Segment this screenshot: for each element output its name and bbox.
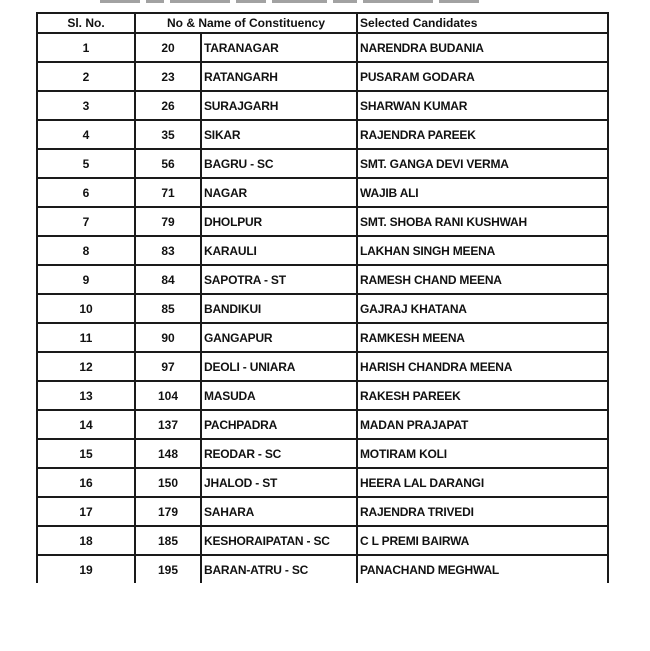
serial-number-cell: 8 xyxy=(37,236,135,265)
constituency-number-cell: 20 xyxy=(135,33,201,62)
constituency-number-cell: 179 xyxy=(135,497,201,526)
table-row xyxy=(37,439,608,468)
serial-number-cell: 3 xyxy=(37,91,135,120)
constituency-number-cell: 84 xyxy=(135,265,201,294)
constituency-name-cell: SAPOTRA - ST xyxy=(201,265,357,294)
constituency-name-cell: NAGAR xyxy=(201,178,357,207)
constituency-number-cell: 83 xyxy=(135,236,201,265)
candidate-name-cell: RAMESH CHAND MEENA xyxy=(357,265,608,294)
constituency-name-cell: SURAJGARH xyxy=(201,91,357,120)
table-row xyxy=(37,526,608,555)
candidate-name-cell: RAJENDRA TRIVEDI xyxy=(357,497,608,526)
serial-number-cell: 9 xyxy=(37,265,135,294)
serial-number-cell: 13 xyxy=(37,381,135,410)
serial-number-cell: 19 xyxy=(37,555,135,583)
serial-number-cell: 6 xyxy=(37,178,135,207)
table-header-row xyxy=(37,13,608,33)
serial-number-cell: 2 xyxy=(37,62,135,91)
constituency-number-cell: 56 xyxy=(135,149,201,178)
constituency-number-cell: 79 xyxy=(135,207,201,236)
candidate-name-cell: SMT. GANGA DEVI VERMA xyxy=(357,149,608,178)
constituency-number-cell: 104 xyxy=(135,381,201,410)
candidate-name-cell: SMT. SHOBA RANI KUSHWAH xyxy=(357,207,608,236)
constituency-name-cell: DEOLI - UNIARA xyxy=(201,352,357,381)
constituency-name-cell: DHOLPUR xyxy=(201,207,357,236)
serial-number-cell: 11 xyxy=(37,323,135,352)
constituency-name-cell: SAHARA xyxy=(201,497,357,526)
serial-number-cell: 4 xyxy=(37,120,135,149)
candidate-name-cell: MADAN PRAJAPAT xyxy=(357,410,608,439)
constituency-number-cell: 71 xyxy=(135,178,201,207)
table-row xyxy=(37,497,608,526)
table-row xyxy=(37,323,608,352)
table-row xyxy=(37,149,608,178)
constituency-name-cell: BANDIKUI xyxy=(201,294,357,323)
candidate-name-cell: PANACHAND MEGHWAL xyxy=(357,555,608,583)
constituency-number-cell: 26 xyxy=(135,91,201,120)
constituency-name-cell: MASUDA xyxy=(201,381,357,410)
table-row xyxy=(37,91,608,120)
table-row xyxy=(37,207,608,236)
candidate-name-cell: MOTIRAM KOLI xyxy=(357,439,608,468)
table-row xyxy=(37,468,608,497)
constituency-number-cell: 97 xyxy=(135,352,201,381)
constituency-name-cell: JHALOD - ST xyxy=(201,468,357,497)
candidate-name-cell: C L PREMI BAIRWA xyxy=(357,526,608,555)
header-sl-no: Sl. No. xyxy=(37,13,135,33)
constituency-number-cell: 185 xyxy=(135,526,201,555)
constituency-number-cell: 195 xyxy=(135,555,201,583)
selected-candidates-table xyxy=(36,12,609,583)
constituency-name-cell: PACHPADRA xyxy=(201,410,357,439)
serial-number-cell: 15 xyxy=(37,439,135,468)
constituency-name-cell: TARANAGAR xyxy=(201,33,357,62)
constituency-number-cell: 23 xyxy=(135,62,201,91)
candidate-name-cell: SHARWAN KUMAR xyxy=(357,91,608,120)
table-row xyxy=(37,120,608,149)
header-selected-candidates: Selected Candidates xyxy=(357,13,608,33)
table-row xyxy=(37,33,608,62)
serial-number-cell: 10 xyxy=(37,294,135,323)
table-row xyxy=(37,294,608,323)
candidate-name-cell: PUSARAM GODARA xyxy=(357,62,608,91)
constituency-number-cell: 148 xyxy=(135,439,201,468)
candidate-name-cell: NARENDRA BUDANIA xyxy=(357,33,608,62)
constituency-number-cell: 137 xyxy=(135,410,201,439)
candidate-name-cell: RAJENDRA PAREEK xyxy=(357,120,608,149)
constituency-number-cell: 150 xyxy=(135,468,201,497)
table-row xyxy=(37,352,608,381)
table-row xyxy=(37,381,608,410)
constituency-number-cell: 85 xyxy=(135,294,201,323)
serial-number-cell: 12 xyxy=(37,352,135,381)
constituency-name-cell: BARAN-ATRU - SC xyxy=(201,555,357,583)
constituency-number-cell: 35 xyxy=(135,120,201,149)
constituency-number-cell: 90 xyxy=(135,323,201,352)
serial-number-cell: 16 xyxy=(37,468,135,497)
constituency-name-cell: BAGRU - SC xyxy=(201,149,357,178)
table-row xyxy=(37,236,608,265)
candidate-name-cell: RAKESH PAREEK xyxy=(357,381,608,410)
candidate-name-cell: GAJRAJ KHATANA xyxy=(357,294,608,323)
serial-number-cell: 18 xyxy=(37,526,135,555)
table-row xyxy=(37,555,608,583)
serial-number-cell: 7 xyxy=(37,207,135,236)
serial-number-cell: 14 xyxy=(37,410,135,439)
constituency-name-cell: GANGAPUR xyxy=(201,323,357,352)
candidate-name-cell: HEERA LAL DARANGI xyxy=(357,468,608,497)
serial-number-cell: 5 xyxy=(37,149,135,178)
constituency-name-cell: KESHORAIPATAN - SC xyxy=(201,526,357,555)
candidate-name-cell: HARISH CHANDRA MEENA xyxy=(357,352,608,381)
cropped-heading-fragment xyxy=(100,0,540,5)
constituency-name-cell: KARAULI xyxy=(201,236,357,265)
candidate-name-cell: LAKHAN SINGH MEENA xyxy=(357,236,608,265)
serial-number-cell: 1 xyxy=(37,33,135,62)
header-constituency: No & Name of Constituency xyxy=(135,13,357,33)
table-row xyxy=(37,178,608,207)
candidate-name-cell: WAJIB ALI xyxy=(357,178,608,207)
table-row xyxy=(37,410,608,439)
table-row xyxy=(37,265,608,294)
constituency-name-cell: SIKAR xyxy=(201,120,357,149)
table-row xyxy=(37,62,608,91)
serial-number-cell: 17 xyxy=(37,497,135,526)
constituency-name-cell: RATANGARH xyxy=(201,62,357,91)
candidate-name-cell: RAMKESH MEENA xyxy=(357,323,608,352)
constituency-name-cell: REODAR - SC xyxy=(201,439,357,468)
